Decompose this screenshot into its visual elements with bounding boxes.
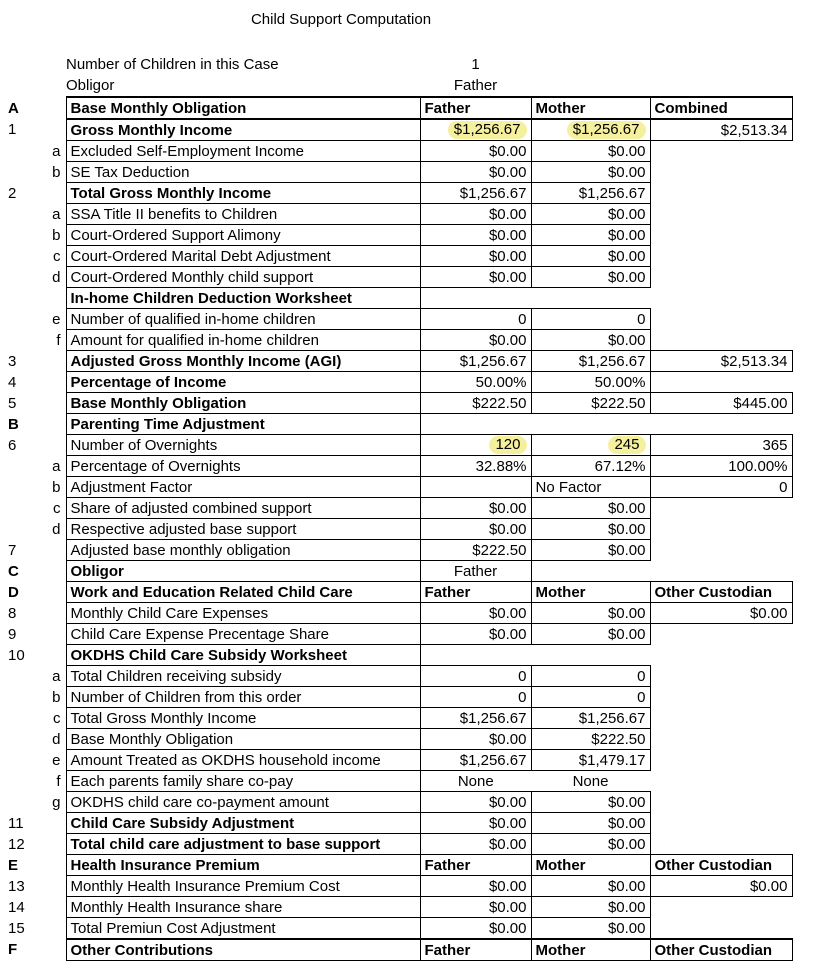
cell-combined [650, 708, 792, 729]
cell-mother: $0.00 [531, 267, 650, 288]
cell-combined [650, 918, 792, 940]
cell-combined [650, 246, 792, 267]
cell-father: $0.00 [420, 330, 531, 351]
cell-combined [650, 792, 792, 813]
table-row [0, 267, 792, 288]
cell-mother: Mother [531, 97, 650, 119]
cell-father: Father [420, 582, 531, 603]
table-row [0, 288, 792, 309]
cell-mother: $0.00 [531, 540, 650, 561]
cell-mother: $1,479.17 [531, 750, 650, 771]
row-index: a [52, 142, 61, 160]
cell-mother [531, 288, 650, 309]
page-title: Child Support Computation [250, 11, 432, 28]
cell-father [420, 645, 531, 666]
cell-combined [650, 309, 792, 330]
row-label: Amount for qualified in-home children [66, 330, 420, 351]
cell-father [420, 288, 531, 309]
highlighted-value: $1,256.67 [448, 121, 527, 139]
cell-combined [650, 162, 792, 183]
row-label: Respective adjusted base support [66, 519, 420, 540]
table-row [0, 561, 792, 582]
row-label: Number of Children from this order [66, 687, 420, 708]
cell-combined: $445.00 [650, 393, 792, 414]
table-row [0, 435, 792, 456]
row-label: Monthly Health Insurance Premium Cost [66, 876, 420, 897]
table-row [0, 456, 792, 477]
row-label: Total child care adjustment to base support [66, 834, 420, 855]
table-row [0, 393, 792, 414]
cell-father: 32.88% [420, 456, 531, 477]
cell-father: $0.00 [420, 162, 531, 183]
row-label: Percentage of Overnights [66, 456, 420, 477]
row-label: Amount Treated as OKDHS household income [66, 750, 420, 771]
row-index: a [52, 457, 61, 475]
row-index: 12 [8, 835, 25, 853]
row-label: OKDHS child care co-payment amount [66, 792, 420, 813]
table-row [0, 97, 792, 119]
cell-mother: Mother [531, 855, 650, 876]
row-index: c [53, 499, 61, 517]
row-index: f [56, 772, 61, 790]
row-label: Child Care Expense Precentage Share [66, 624, 420, 645]
row-index: b [52, 688, 61, 706]
row-index: B [8, 415, 19, 433]
table-row [0, 666, 792, 687]
cell-father: $0.00 [420, 876, 531, 897]
row-index: 13 [8, 877, 25, 895]
row-label: Child Care Subsidy Adjustment [66, 813, 420, 834]
highlighted-value: $1,256.67 [567, 121, 646, 139]
table-row [0, 855, 792, 876]
row-label: Other Contributions [66, 939, 420, 961]
cell-father: Father [420, 97, 531, 119]
cell-mother: $0.00 [531, 330, 650, 351]
row-index: D [8, 583, 19, 601]
row-index: 2 [8, 184, 17, 202]
children-count-value: 1 [471, 56, 480, 73]
row-index: d [52, 268, 61, 286]
row-label: Total Gross Monthly Income [66, 708, 420, 729]
row-index: E [8, 856, 19, 874]
row-label: Gross Monthly Income [66, 119, 420, 141]
row-index: 1 [8, 121, 17, 139]
table-row [0, 330, 792, 351]
table-row [0, 582, 792, 603]
cell-combined [650, 834, 792, 855]
row-label: Percentage of Income [66, 372, 420, 393]
cell-mother: $0.00 [531, 141, 650, 162]
table-row [0, 708, 792, 729]
cell-mother: $0.00 [531, 204, 650, 225]
table-row [0, 519, 792, 540]
row-index: 9 [8, 625, 17, 643]
table-row [0, 477, 792, 498]
cell-mother: $1,256.67 [531, 708, 650, 729]
row-index: e [52, 310, 61, 328]
table-row [0, 414, 792, 435]
row-label: Obligor [66, 561, 420, 582]
row-index: C [8, 562, 19, 580]
row-label: SSA Title II benefits to Children [66, 204, 420, 225]
cell-mother: $0.00 [531, 813, 650, 834]
table-row [0, 225, 792, 246]
row-index: 4 [8, 373, 17, 391]
highlighted-value: 120 [489, 436, 526, 454]
row-index: a [52, 205, 61, 223]
table-row [0, 876, 792, 897]
cell-father: $0.00 [420, 498, 531, 519]
cell-mother: 50.00% [531, 372, 650, 393]
cell-combined: 100.00% [650, 456, 792, 477]
cell-father: $222.50 [420, 393, 531, 414]
table-row [0, 603, 792, 624]
row-label: Court-Ordered Monthly child support [66, 267, 420, 288]
row-index [0, 288, 66, 309]
cell-combined: 365 [650, 435, 792, 456]
cell-combined [650, 750, 792, 771]
cell-mother: $0.00 [531, 624, 650, 645]
computation-table [0, 96, 793, 961]
cell-mother [531, 414, 650, 435]
table-row [0, 624, 792, 645]
cell-father: $0.00 [420, 519, 531, 540]
cell-father: Father [420, 561, 531, 582]
cell-combined: Other Custodian [650, 855, 792, 876]
cell-mother: None [572, 772, 609, 790]
info-row-obligor [0, 75, 836, 96]
cell-mother: 0 [531, 687, 650, 708]
cell-mother: 0 [531, 666, 650, 687]
cell-combined [650, 372, 792, 393]
cell-combined [650, 666, 792, 687]
cell-mother: $1,256.67 [531, 183, 650, 204]
cell-father: $0.00 [420, 603, 531, 624]
cell-mother [531, 119, 650, 141]
cell-father: $0.00 [420, 729, 531, 750]
cell-combined [650, 771, 792, 792]
cell-father: $1,256.67 [420, 183, 531, 204]
table-row [0, 750, 792, 771]
row-label: Each parents family share co-pay [66, 771, 420, 792]
table-row [0, 540, 792, 561]
table-row [0, 162, 792, 183]
row-index: 6 [8, 436, 17, 454]
row-label: Court-Ordered Marital Debt Adjustment [66, 246, 420, 267]
cell-father: 0 [420, 687, 531, 708]
cell-mother: $0.00 [531, 225, 650, 246]
row-index: b [52, 478, 61, 496]
cell-mother: $0.00 [531, 897, 650, 918]
row-label: Total Children receiving subsidy [66, 666, 420, 687]
cell-father: $1,256.67 [420, 750, 531, 771]
cell-mother: $0.00 [531, 834, 650, 855]
table-row [0, 897, 792, 918]
table-row [0, 771, 792, 792]
cell-combined [650, 330, 792, 351]
cell-father: Father [420, 855, 531, 876]
row-label: Work and Education Related Child Care [66, 582, 420, 603]
obligor-value: Father [453, 77, 498, 94]
row-label: Number of qualified in-home children [66, 309, 420, 330]
cell-mother: No Factor [531, 477, 650, 498]
row-index: c [53, 247, 61, 265]
row-index: f [56, 331, 61, 349]
cell-combined: $2,513.34 [650, 351, 792, 372]
table-row [0, 309, 792, 330]
cell-combined [650, 183, 792, 204]
row-label: Adjusted base monthly obligation [66, 540, 420, 561]
cell-mother [531, 645, 650, 666]
row-index: g [52, 793, 61, 811]
row-index: 14 [8, 898, 25, 916]
cell-father: None [457, 772, 494, 790]
cell-mother: $0.00 [531, 162, 650, 183]
cell-mother: $0.00 [531, 498, 650, 519]
cell-father: $0.00 [420, 792, 531, 813]
cell-mother [531, 435, 650, 456]
children-count-label: Number of Children in this Case [66, 56, 279, 73]
cell-combined: $0.00 [650, 603, 792, 624]
cell-father: $222.50 [420, 540, 531, 561]
cell-mother: $0.00 [531, 792, 650, 813]
cell-combined [650, 414, 792, 435]
cell-father: $0.00 [420, 897, 531, 918]
row-label: Adjustment Factor [66, 477, 420, 498]
cell-father: 50.00% [420, 372, 531, 393]
row-index: d [52, 730, 61, 748]
cell-father: $0.00 [420, 813, 531, 834]
cell-mother: $0.00 [531, 246, 650, 267]
table-row [0, 939, 792, 961]
row-index: A [8, 99, 19, 117]
table-row [0, 141, 792, 162]
row-label: Total Gross Monthly Income [66, 183, 420, 204]
row-index: 15 [8, 919, 25, 937]
cell-father: $0.00 [420, 246, 531, 267]
cell-father: 0 [420, 666, 531, 687]
table-row [0, 498, 792, 519]
cell-mother: $222.50 [531, 729, 650, 750]
row-label: Monthly Child Care Expenses [66, 603, 420, 624]
row-label: Share of adjusted combined support [66, 498, 420, 519]
cell-combined [650, 561, 792, 582]
row-index: 8 [8, 604, 17, 622]
row-label: Number of Overnights [66, 435, 420, 456]
cell-mother: $222.50 [531, 393, 650, 414]
row-label: Health Insurance Premium [66, 855, 420, 876]
row-label: Monthly Health Insurance share [66, 897, 420, 918]
worksheet-rows [0, 97, 792, 961]
cell-father: 0 [420, 309, 531, 330]
row-label: Total Premiun Cost Adjustment [66, 918, 420, 940]
cell-combined: Other Custodian [650, 582, 792, 603]
highlighted-value: 245 [608, 436, 645, 454]
cell-combined [650, 624, 792, 645]
cell-mother: $0.00 [531, 603, 650, 624]
table-row [0, 792, 792, 813]
cell-father: $0.00 [420, 141, 531, 162]
row-index: 7 [8, 541, 17, 559]
row-index: 11 [8, 814, 24, 832]
cell-combined [650, 813, 792, 834]
cell-mother: $1,256.67 [531, 351, 650, 372]
cell-father [420, 414, 531, 435]
cell-combined: Combined [650, 97, 792, 119]
cell-father: $0.00 [420, 918, 531, 940]
cell-combined [650, 519, 792, 540]
title-wrap [0, 0, 682, 28]
cell-mother: $0.00 [531, 519, 650, 540]
cell-combined [650, 288, 792, 309]
cell-father [420, 119, 531, 141]
table-row [0, 687, 792, 708]
cell-mother: 67.12% [531, 456, 650, 477]
obligor-label: Obligor [66, 77, 115, 94]
row-index: 5 [8, 394, 17, 412]
row-label: Base Monthly Obligation [66, 729, 420, 750]
cell-father: $0.00 [420, 624, 531, 645]
cell-combined [650, 540, 792, 561]
row-index: e [52, 751, 61, 769]
row-label: Adjusted Gross Monthly Income (AGI) [66, 351, 420, 372]
table-row [0, 918, 792, 940]
cell-mother: Mother [531, 939, 650, 961]
table-row [0, 246, 792, 267]
cell-father [420, 477, 531, 498]
cell-father: $0.00 [420, 267, 531, 288]
row-index: d [52, 520, 61, 538]
cell-combined [650, 141, 792, 162]
cell-combined [650, 687, 792, 708]
cell-combined [650, 897, 792, 918]
table-row [0, 372, 792, 393]
cell-combined [650, 645, 792, 666]
cell-father: $0.00 [420, 204, 531, 225]
table-row [0, 813, 792, 834]
row-label: Base Monthly Obligation [66, 97, 420, 119]
cell-combined [650, 729, 792, 750]
cell-mother: $0.00 [531, 918, 650, 940]
row-label: Excluded Self-Employment Income [66, 141, 420, 162]
cell-combined [650, 225, 792, 246]
cell-mother: $0.00 [531, 876, 650, 897]
table-row [0, 645, 792, 666]
table-row [0, 834, 792, 855]
row-label: SE Tax Deduction [66, 162, 420, 183]
row-index: b [52, 226, 61, 244]
table-row [0, 729, 792, 750]
cell-combined [650, 267, 792, 288]
row-index: 3 [8, 352, 17, 370]
cell-father [420, 435, 531, 456]
table-row [0, 183, 792, 204]
cell-mother: Mother [531, 582, 650, 603]
row-index: b [52, 163, 61, 181]
table-row [0, 119, 792, 141]
row-label: Court-Ordered Support Alimony [66, 225, 420, 246]
info-row-children [0, 54, 836, 75]
cell-combined [650, 204, 792, 225]
cell-mother: 0 [531, 309, 650, 330]
cell-combined: $2,513.34 [650, 119, 792, 141]
row-index: F [8, 941, 18, 959]
cell-father: Father [420, 939, 531, 961]
table-row [0, 204, 792, 225]
row-label: Base Monthly Obligation [66, 393, 420, 414]
row-index: c [53, 709, 61, 727]
cell-mother [531, 561, 650, 582]
cell-combined: $0.00 [650, 876, 792, 897]
row-label: In-home Children Deduction Worksheet [66, 288, 420, 309]
row-index: a [52, 667, 61, 685]
row-label: OKDHS Child Care Subsidy Worksheet [66, 645, 420, 666]
cell-father: $0.00 [420, 834, 531, 855]
cell-father: $1,256.67 [420, 708, 531, 729]
cell-combined: 0 [650, 477, 792, 498]
cell-combined: Other Custodian [650, 939, 792, 961]
cell-father: $1,256.67 [420, 351, 531, 372]
table-row [0, 351, 792, 372]
cell-combined [650, 498, 792, 519]
row-index: 10 [8, 646, 25, 664]
cell-father: $0.00 [420, 225, 531, 246]
row-label: Parenting Time Adjustment [66, 414, 420, 435]
